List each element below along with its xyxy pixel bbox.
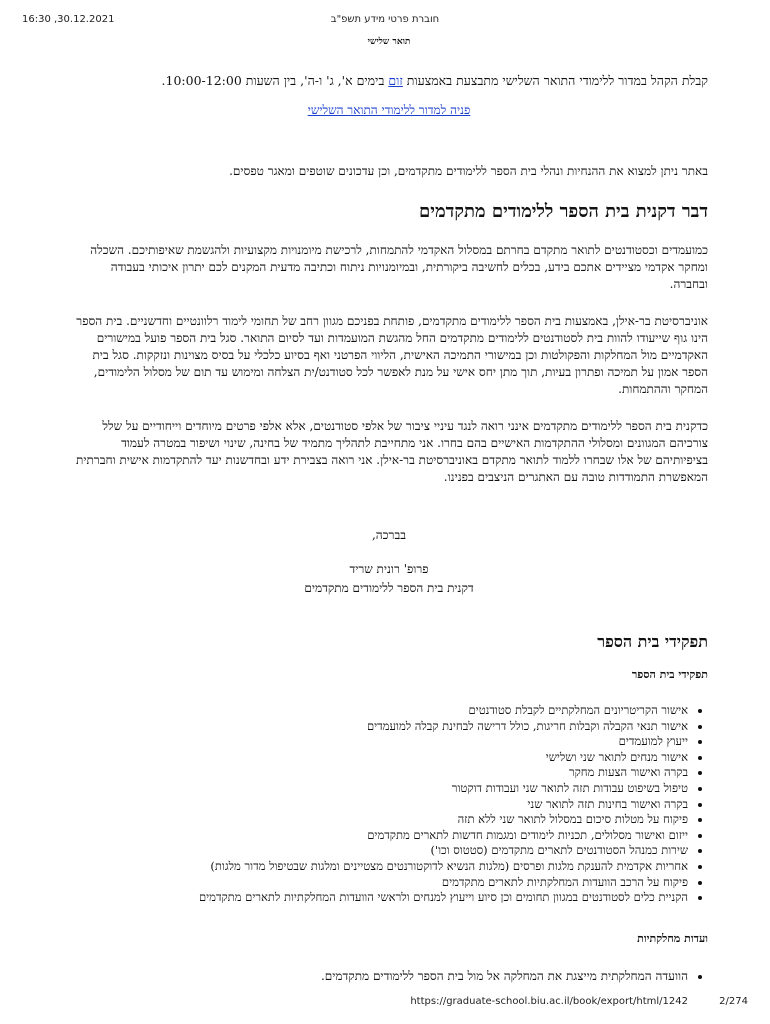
list-item: • ייזום ואישור מסלולים, תכניות לימודים ומגמות חדשות לתארים מתקדמים <box>70 828 688 844</box>
list-item: • הקניית כלים לסטודנטים במגוון תחומים וכן סיוע וייעוץ למנחים ולראשי הוועדות המחלקתיות לתארים מתקדמים <box>70 890 688 906</box>
list-item: • בקרה ואישור בחינות תזה לתואר שני <box>70 797 688 813</box>
list-item: • ייעוץ למועמדים <box>70 734 688 750</box>
contact-link-row <box>70 103 708 118</box>
list-item: • טיפול בשיפוט עבודות תזה לתואר שני ועבודות דוקטור <box>70 781 688 797</box>
roles-heading: תפקידי בית הספר <box>597 632 708 651</box>
paragraph: כדקנית בית הספר ללימודים מתקדמים אינני רואה לנגד עיניי ציבור של אלפי סטודנטים, אלא אלפי פרטים מיוחדים וייחודיים על שלל צורכיהם המגוונים ומסלולי ההתקדמות האישיים בהם בחרו. אני מתחייבת לתהליך מתמיד של בחינה, שינוי ושיפור במטרה לעמוד בציפיותיהם של אלו שבחרו ללמוד לתואר מתקדם באוניברסיטת בר-אילן. אני רואה בצבירת ידע ובחדשנות יעד להתקדמות אישית וחברתית המאפשרת התמודדות טובה עם האתגרים הניצבים בפנינו. <box>76 419 708 484</box>
committees-list <box>70 969 708 984</box>
print-doc-title: חוברת פרטי מידע תשפ"ב <box>330 14 440 25</box>
contact-department-link[interactable]: פניה למדור ללימודי התואר השלישי <box>307 103 471 117</box>
paragraph: כמועמדים וכסטודנטים לתואר מתקדם בחרתם במסלול האקדמי להתמחות, לרכישת מיומנויות מקצועיות ולהגשמת שאיפותיכם. השכלה ומחקר אקדמי מציידים אתכם בידע, בכלים לחשיבה ביקורתית, ובמיומנויות ניתוח וכתיבה מדעית המקנים לכם יתרון איכותי בעבודה ובחברה. <box>90 243 708 291</box>
list-item: • פיקוח על מטלות סיכום במסלול לתואר שני ללא תזה <box>70 812 688 828</box>
paragraph: אוניברסיטת בר-אילן, באמצעות בית הספר ללימודים מתקדמים, פותחת בפניכם מגוון רחב של תחומי לימוד רלוונטיים וחדשניים. בית הספר הינו גוף שייעודו להוות בית לסטודנטים ללימודים מתקדמים החל מהגשת המועמדות ועד לסיום התואר. סגל בית הספר פועל במישורים האקדמיים מול המחלקות והפקולטות וכן במישורי התמיכה האישית, הליווי הפרטני ואף בסיוע כלכלי על בסיס מצוינות ונזקקות. סגל בית הספר אמון על תמיכה ופתרון בעיות, תוך מתן יחס אישי על מנת לאפשר לכל סטודנט/ית הצלחה ומימוש עד תום של מסלול הלימודים, המחקר וההתמחות. <box>76 314 708 396</box>
list-item: • אישור מנחים לתואר שני ושלישי <box>70 750 688 766</box>
print-url: https://graduate-school.biu.ac.il/book/export/html/1242 <box>410 996 688 1007</box>
list-item: • אישור הקריטריונים המחלקתיים לקבלת סטודנטים <box>70 703 688 719</box>
signature-block <box>70 526 708 598</box>
list-item: • בקרה ואישור הצעות מחקר <box>70 765 688 781</box>
list-item: • הוועדה המחלקתית מייצגת את המחלקה אל מול בית הספר ללימודים מתקדמים. <box>70 969 688 984</box>
list-item: • אחריות אקדמית להענקת מלגות ופרסים (מלגות הנשיא לדוקטורנטים מצטיינים ומלגות שבטיפול מדור מלגות) <box>70 859 688 875</box>
site-note: באתר ניתן למצוא את ההנחיות ונהלי בית הספר ללימודים מתקדמים, וכן עדכונים שוטפים ומאגר טפסים. <box>229 164 708 178</box>
dean-heading: דבר דקנית בית הספר ללימודים מתקדמים <box>419 201 708 222</box>
page-number: 2/274 <box>719 996 748 1007</box>
list-item: • אישור תנאי הקבלה וקבלות חריגות, כולל דרישה לבחינת קבלה למועמדים <box>70 719 688 735</box>
signature-title: דקנית בית הספר ללימודים מתקדמים <box>304 581 474 595</box>
reception-hours <box>70 73 708 89</box>
zoom-link[interactable]: זום <box>388 73 403 88</box>
list-item: • פיקוח על הרכב הוועדות המחלקתיות לתארים מתקדמים <box>70 875 688 891</box>
intro-text-after: בימים א', ג' ו-ה', בין השעות 10:00-12:00. <box>161 73 389 88</box>
roles-subheading: תפקידי בית הספר <box>631 668 708 681</box>
print-datetime: 16:30 ,30.12.2021 <box>22 14 115 25</box>
document-body <box>70 30 708 984</box>
signature-greeting: בברכה, <box>371 528 407 542</box>
section-label: תואר שלישי <box>367 37 411 47</box>
intro-text-before: קבלת הקהל במדור ללימודי התואר השלישי מתבצעת באמצעות <box>402 73 708 88</box>
committees-heading: ועדות מחלקתיות <box>637 931 708 945</box>
roles-list <box>70 703 708 906</box>
signature-name: פרופ' רונית שריד <box>349 562 429 576</box>
list-item: • שירות כמנהל הסטודנטים לתארים מתקדמים (סטטוס וכו') <box>70 843 688 859</box>
